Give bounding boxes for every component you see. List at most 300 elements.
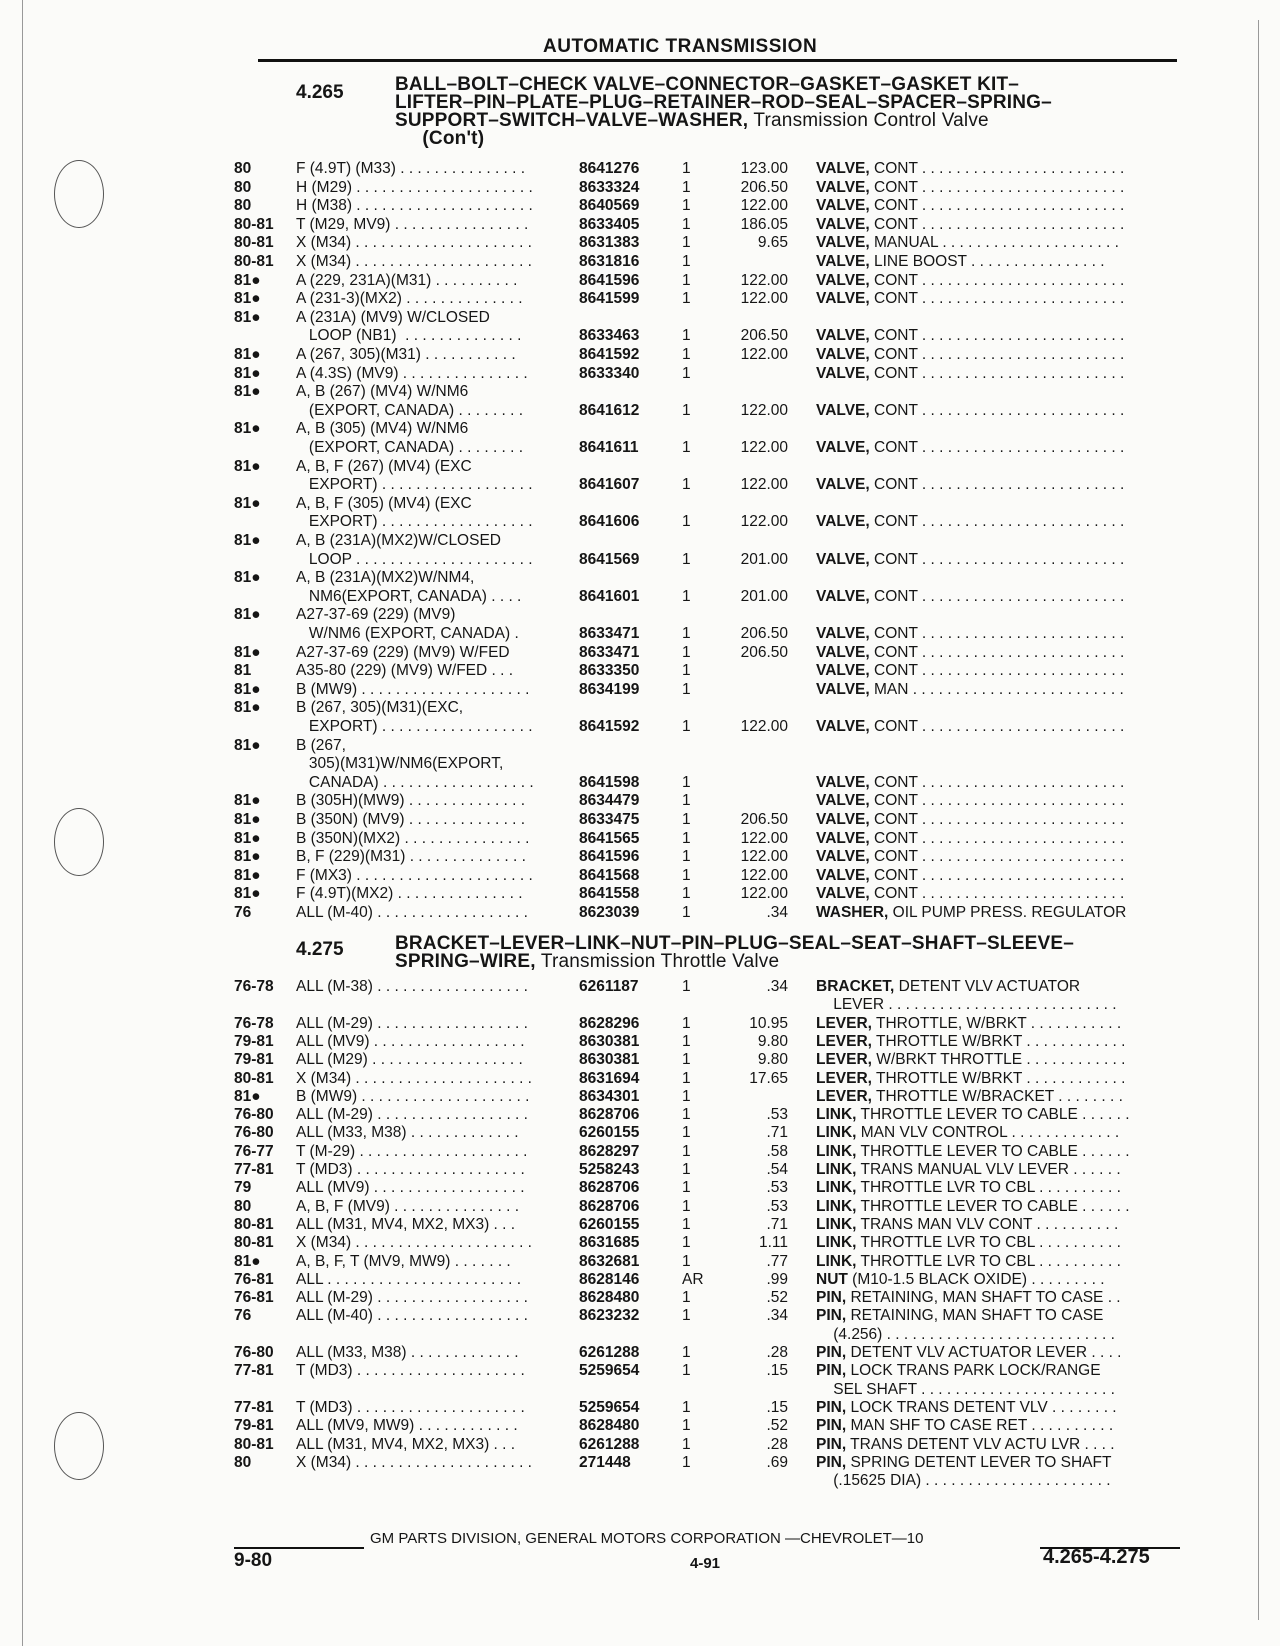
quantity: 1 [682,476,691,494]
application-description: ALL (MV9, MW9) . . . . . . . . . . . . [296,1417,518,1435]
header-rule [258,59,1177,62]
model-year: 76-80 [234,1106,274,1124]
part-number: 8628706 [579,1197,640,1215]
section-number: 4.265 [296,82,344,103]
quantity: 1 [682,1435,691,1453]
application-description: T (MD3) . . . . . . . . . . . . . . . . . . . . [296,1398,525,1416]
application-description: CANADA) . . . . . . . . . . . . . . . . . . [296,773,534,791]
part-name [816,1106,1180,1125]
quantity: 1 [682,792,691,810]
model-year: 79-81 [234,1051,274,1069]
part-name [816,1289,1180,1308]
part-name [816,234,1180,253]
quantity: 1 [682,662,691,680]
part-name-keyword: VALVE, [816,773,870,791]
model-year: 76 [234,1307,252,1325]
punch-hole-top [54,160,104,228]
application-description: EXPORT) . . . . . . . . . . . . . . . . . . [296,476,533,494]
quantity: 1 [682,1344,691,1361]
price: 10.95 [749,1014,788,1032]
price: 206.50 [740,178,788,196]
part-name-detail: (M10-1.5 BLACK OXIDE) . . . . . . . . . [847,1270,1105,1288]
application-description: A (231A) (MV9) W/CLOSED [296,308,490,326]
model-year: 81● [234,290,261,308]
page-edge-right [1258,20,1259,1620]
section-title-line: SUPPORT–SWITCH–VALVE–WASHER, Transmission Control Valve [395,110,989,131]
part-number: 8633471 [579,643,640,661]
section-title-line: BALL–BOLT–CHECK VALVE–CONNECTOR–GASKET–GASKET KIT– [395,74,1020,95]
part-name [816,1381,1180,1400]
part-name-detail: TRANS DETENT VLV ACTU LVR . . . . [846,1435,1115,1453]
quantity: 1 [682,1069,691,1087]
part-name-keyword: VALVE, [816,866,870,884]
quantity: 1 [682,718,691,735]
part-name-detail: CONT . . . . . . . . . . . . . . . . . . . . . . . . [869,829,1125,847]
price: 122.00 [740,866,788,884]
part-name-keyword: BRACKET, [816,978,895,995]
part-number: 8630381 [579,1051,640,1069]
model-year: 81● [234,346,261,363]
price: 122.00 [740,885,788,903]
section-title-line: LIFTER–PIN–PLATE–PLUG–RETAINER–ROD–SEAL–SPACER–SPRING– [395,92,1052,113]
quantity: 1 [682,904,691,921]
part-number: 8628146 [579,1270,640,1288]
part-name-detail: THROTTLE LEVER TO CABLE . . . . . . [856,1106,1130,1124]
part-name [816,197,1180,216]
part-number: 8633350 [579,662,640,680]
application-description: ALL (M-29) . . . . . . . . . . . . . . . . . . [296,1289,528,1307]
model-year: 81● [234,1252,261,1270]
model-year: 76-78 [234,978,274,995]
part-number: 8628480 [579,1289,640,1307]
price: .71 [766,1124,788,1142]
part-name-detail: LINE BOOST . . . . . . . . . . . . . . . . [869,253,1105,270]
part-number: 8633324 [579,178,640,196]
quantity: 1 [682,643,691,661]
model-year: 77-81 [234,1398,274,1416]
part-name-detail: CONT . . . . . . . . . . . . . . . . . . . . . . . . [869,625,1125,642]
application-description: X (M34) . . . . . . . . . . . . . . . . . . . . . [296,1234,532,1252]
part-number: 5258243 [579,1161,640,1178]
model-year: 81● [234,811,261,828]
price: .53 [766,1106,788,1124]
application-description: 305)(M31)W/NM6(EXPORT, [296,755,504,773]
application-description: B (MW9) . . . . . . . . . . . . . . . . . . . . [296,1087,530,1105]
part-name [816,588,1180,607]
price: .71 [766,1215,788,1233]
punch-hole-middle [54,808,104,876]
price: 122.00 [740,290,788,308]
part-name [816,996,1180,1015]
model-year: 81● [234,829,261,847]
model-year: 80-81 [234,215,274,233]
part-name-detail: OIL PUMP PRESS. REGULATOR [888,904,1127,921]
part-name-detail: CONT . . . . . . . . . . . . . . . . . . . . . . . . [869,401,1125,419]
part-name-detail: DETENT VLV ACTUATOR LEVER . . . . [846,1344,1122,1361]
application-description: A (229, 231A)(M31) . . . . . . . . . . [296,271,518,289]
quantity: 1 [682,550,691,568]
part-name [816,867,1180,886]
model-year: 81● [234,736,261,754]
model-year: 80-81 [234,253,274,270]
price: .69 [766,1453,788,1471]
part-name-detail: CONT . . . . . . . . . . . . . . . . . . . . . . . . [869,178,1125,196]
part-name-keyword: VALVE, [816,327,870,345]
price: 206.50 [740,643,788,661]
part-name-keyword: VALVE, [816,680,870,698]
part-number: 8641592 [579,346,640,363]
part-name-keyword: VALVE, [816,550,870,568]
model-year: 81● [234,308,261,326]
part-name-keyword: PIN, [816,1307,847,1325]
quantity: 1 [682,1215,691,1233]
section-title-line: BRACKET–LEVER–LINK–NUT–PIN–PLUG–SEAL–SEAT–SHAFT–SLEEVE– [395,933,1074,954]
quantity: 1 [682,1398,691,1416]
part-name [816,1253,1180,1272]
model-year: 80 [234,160,252,177]
model-year: 81● [234,532,261,549]
quantity: 1 [682,625,691,642]
part-number: 8628480 [579,1417,640,1435]
part-number: 8641606 [579,513,640,531]
part-name-keyword: PIN, [816,1453,847,1471]
application-description: T (M29, MV9) . . . . . . . . . . . . . . . . [296,215,529,233]
part-name-detail: THROTTLE W/BRKT . . . . . . . . . . . . [871,1069,1126,1087]
model-year: 81● [234,364,261,382]
model-year: 81● [234,606,261,624]
application-description: B (267, 305)(M31)(EXC, [296,699,464,717]
part-name-keyword: PIN, [816,1417,847,1435]
application-description: (EXPORT, CANADA) . . . . . . . . [296,401,524,419]
application-description: ALL (M-40) . . . . . . . . . . . . . . . . . . [296,904,528,921]
part-name-detail: MAN . . . . . . . . . . . . . . . . . . . . . . . . . [869,680,1124,698]
part-name-keyword: LINK, [816,1106,857,1124]
part-name [816,1033,1180,1052]
part-name-keyword: VALVE, [816,290,870,308]
quantity: 1 [682,1106,691,1124]
application-description: A (4.3S) (MV9) . . . . . . . . . . . . . . . [296,364,528,382]
part-name [816,625,1180,644]
part-name-detail: TRANS MAN VLV CONT . . . . . . . . . . [856,1215,1119,1233]
part-name [816,1472,1180,1491]
part-name-detail: MANUAL . . . . . . . . . . . . . . . . . . . . . [869,234,1119,252]
application-description: NM6(EXPORT, CANADA) . . . . [296,587,522,605]
part-name-keyword: PIN, [816,1398,847,1416]
part-number: 8623232 [579,1307,640,1325]
part-number: 8641568 [579,866,640,884]
application-description: ALL (M31, MV4, MX2, MX3) . . . [296,1215,516,1233]
part-name-keyword: VALVE, [816,792,870,810]
application-description: F (4.9T)(MX2) . . . . . . . . . . . . . . . [296,885,523,903]
quantity: 1 [682,160,691,177]
part-name [816,774,1180,793]
footer-date: 9-80 [234,1550,273,1571]
quantity: 1 [682,1234,691,1252]
part-name [816,1271,1180,1290]
quantity: 1 [682,680,691,698]
price: .52 [766,1289,788,1307]
price: 206.50 [740,625,788,642]
part-name-keyword: VALVE, [816,271,870,289]
application-description: A (267, 305)(M31) . . . . . . . . . . . [296,346,516,363]
quantity: 1 [682,1124,691,1142]
price: 206.50 [740,327,788,345]
price: 1.11 [758,1234,788,1252]
price: 206.50 [740,811,788,828]
application-description: H (M29) . . . . . . . . . . . . . . . . . . . . . [296,178,533,196]
application-description: F (MX3) . . . . . . . . . . . . . . . . . . . . . [296,866,533,884]
price: .53 [766,1179,788,1197]
part-number: 8630381 [579,1032,640,1050]
part-name [816,1307,1180,1326]
part-name-keyword: VALVE, [816,439,870,456]
price: .77 [766,1252,788,1270]
application-description: A, B, F, T (MV9, MW9) . . . . . . . [296,1252,511,1270]
part-name [816,1216,1180,1235]
application-description: (EXPORT, CANADA) . . . . . . . . [296,439,524,456]
model-year: 81● [234,457,261,475]
part-name [816,402,1180,421]
model-year: 81● [234,1087,261,1105]
model-year: 79-81 [234,1032,274,1050]
part-name [816,1161,1180,1180]
quantity: 1 [682,1051,691,1069]
application-description: B (305H)(MW9) . . . . . . . . . . . . . . [296,792,526,810]
part-name [816,365,1180,384]
part-number: 8633405 [579,215,640,233]
quantity: 1 [682,271,691,289]
part-name-keyword: LINK, [816,1179,857,1197]
part-name [816,1436,1180,1455]
part-name [816,1454,1180,1473]
part-name-keyword: LINK, [816,1234,857,1252]
part-name [816,681,1180,700]
quantity: 1 [682,1142,691,1160]
part-name-detail: CONT . . . . . . . . . . . . . . . . . . . . . . . . [869,364,1125,382]
part-name-detail: CONT . . . . . . . . . . . . . . . . . . . . . . . . [869,587,1125,605]
part-number: 6261288 [579,1344,640,1361]
part-name-keyword: VALVE, [816,643,870,661]
price: 122.00 [740,197,788,215]
part-name [816,253,1180,272]
part-name-detail: CONT . . . . . . . . . . . . . . . . . . . . . . . . [869,327,1125,345]
quantity: 1 [682,848,691,866]
price: 122.00 [740,848,788,866]
part-name-detail: CONT . . . . . . . . . . . . . . . . . . . . . . . . [869,476,1125,494]
part-name [816,848,1180,867]
model-year: 81● [234,792,261,810]
price: 201.00 [740,550,788,568]
part-name [816,1015,1180,1034]
section-title [395,76,1052,148]
model-year: 77-81 [234,1161,274,1178]
part-number: 8641592 [579,718,640,735]
part-name-detail: CONT . . . . . . . . . . . . . . . . . . . . . . . . [869,160,1125,177]
part-name-detail: SPRING DETENT LEVER TO SHAFT [846,1453,1112,1471]
application-description: T (MD3) . . . . . . . . . . . . . . . . . . . . [296,1161,525,1178]
quantity: 1 [682,364,691,382]
part-name [816,1234,1180,1253]
part-name-keyword: VALVE, [816,625,870,642]
part-name-keyword: VALVE, [816,215,870,233]
part-number: 8628706 [579,1106,640,1124]
part-name [816,476,1180,495]
quantity: 1 [682,773,691,791]
part-number: 8631383 [579,234,640,252]
part-name-detail: CONT . . . . . . . . . . . . . . . . . . . . . . . . [869,848,1125,866]
quantity: 1 [682,439,691,456]
part-name-keyword: LINK, [816,1197,857,1215]
part-name-detail: CONT . . . . . . . . . . . . . . . . . . . . . . . . [869,885,1125,903]
part-name-keyword: LINK, [816,1215,857,1233]
model-year: 76-81 [234,1270,274,1288]
part-name [816,1179,1180,1198]
part-number: 8641598 [579,773,640,791]
application-description: ALL . . . . . . . . . . . . . . . . . . . . . . . [296,1270,522,1288]
part-name-keyword: LEVER, [816,1051,872,1069]
part-name-detail: CONT . . . . . . . . . . . . . . . . . . . . . . . . [869,792,1125,810]
part-number: 8628706 [579,1179,640,1197]
part-name [816,1344,1180,1363]
part-number: 5259654 [579,1398,640,1416]
price: 122.00 [740,439,788,456]
model-year: 76-78 [234,1014,274,1032]
part-name-keyword: VALVE, [816,178,870,196]
model-year: 76 [234,904,252,921]
application-description: A, B, F (MV9) . . . . . . . . . . . . . . . [296,1197,520,1215]
part-name-detail: CONT . . . . . . . . . . . . . . . . . . . . . . . . [869,197,1125,215]
part-name-keyword: VALVE, [816,401,870,419]
part-name-keyword: VALVE, [816,662,870,680]
price: .15 [766,1362,788,1380]
application-description: A, B (231A)(MX2)W/NM4, [296,569,475,587]
application-description: ALL (M31, MV4, MX2, MX3) . . . [296,1435,516,1453]
part-number: 8633340 [579,364,640,382]
application-description: ALL (M-29) . . . . . . . . . . . . . . . . . . [296,1106,528,1124]
part-name-detail: CONT . . . . . . . . . . . . . . . . . . . . . . . . [869,513,1125,531]
application-description: ALL (MV9) . . . . . . . . . . . . . . . . . . [296,1032,525,1050]
model-year: 80 [234,197,252,215]
part-name-detail: THROTTLE W/BRKT . . . . . . . . . . . . [871,1032,1126,1050]
part-number: 8634199 [579,680,640,698]
model-year: 81● [234,494,261,512]
part-name [816,290,1180,309]
part-number: 8641569 [579,550,640,568]
quantity: 1 [682,1032,691,1050]
quantity: 1 [682,346,691,363]
part-name-detail: CONT . . . . . . . . . . . . . . . . . . . . . . . . [869,346,1125,363]
application-description: ALL (MV9) . . . . . . . . . . . . . . . . . . [296,1179,525,1197]
application-description: A27-37-69 (229) (MV9) W/FED [296,643,510,661]
part-number: 8641611 [579,439,639,456]
part-name-keyword: LINK, [816,1142,857,1160]
price: 186.05 [740,215,788,233]
part-name-detail: W/BRKT THROTTLE . . . . . . . . . . . . [871,1051,1126,1069]
price: 17.65 [749,1069,788,1087]
part-name-detail: RETAINING, MAN SHAFT TO CASE [846,1307,1104,1325]
model-year: 81 [234,662,252,680]
quantity: 1 [682,1417,691,1435]
model-year: 81● [234,383,261,401]
part-name [816,216,1180,235]
price: 9.80 [757,1051,788,1069]
part-number: 6260155 [579,1124,640,1142]
price: 122.00 [740,476,788,494]
part-name-detail: CONT . . . . . . . . . . . . . . . . . . . . . . . . [869,550,1125,568]
model-year: 81● [234,848,261,866]
application-description: B (267, [296,736,346,754]
model-year: 81● [234,680,261,698]
price: 9.80 [757,1032,788,1050]
application-description: LOOP (NB1) . . . . . . . . . . . . . . [296,327,522,345]
model-year: 77-81 [234,1362,274,1380]
footer-page-number: 4-91 [690,1555,721,1572]
part-name-detail: THROTTLE LVR TO CBL . . . . . . . . . . [856,1252,1121,1270]
part-name-keyword: LINK, [816,1161,857,1178]
part-name-keyword: PIN, [816,1289,847,1307]
part-number: 8641596 [579,271,640,289]
quantity: 1 [682,234,691,252]
application-description: F (4.9T) (M33) . . . . . . . . . . . . . . . [296,160,526,177]
part-name [816,718,1180,737]
application-description: A, B, F (305) (MV4) (EXC [296,494,472,512]
application-description: X (M34) . . . . . . . . . . . . . . . . . . . . . [296,253,532,270]
part-name-detail: CONT . . . . . . . . . . . . . . . . . . . . . . . . [869,271,1125,289]
part-name-detail: CONT . . . . . . . . . . . . . . . . . . . . . . . . [869,718,1125,735]
application-description: ALL (M33, M38) . . . . . . . . . . . . . [296,1344,519,1361]
part-number: 8631816 [579,253,640,270]
part-name [816,1326,1180,1345]
part-number: 8628297 [579,1142,640,1160]
part-number: 8631685 [579,1234,640,1252]
part-name [816,792,1180,811]
part-name [816,1051,1180,1070]
part-number: 8633463 [579,327,640,345]
model-year: 79 [234,1179,252,1197]
part-name-detail: MAN VLV CONTROL . . . . . . . . . . . . . [856,1124,1120,1142]
price: .34 [766,904,788,921]
application-description: EXPORT) . . . . . . . . . . . . . . . . . . [296,513,533,531]
application-description: EXPORT) . . . . . . . . . . . . . . . . . . [296,718,533,735]
part-name-detail: THROTTLE LVR TO CBL . . . . . . . . . . [856,1234,1121,1252]
part-number: 8640569 [579,197,640,215]
part-name-keyword: VALVE, [816,811,870,828]
price: .34 [766,978,788,995]
model-year: 80 [234,1197,252,1215]
part-number: 8631694 [579,1069,640,1087]
model-year: 80-81 [234,1069,274,1087]
part-name-detail: THROTTLE LVR TO CBL . . . . . . . . . . [856,1179,1121,1197]
part-name-keyword: VALVE, [816,253,870,270]
part-name-keyword: VALVE, [816,848,870,866]
section-title [395,935,1074,971]
part-name [816,644,1180,663]
quantity: 1 [682,253,691,270]
model-year: 80 [234,178,252,196]
model-year: 81● [234,643,261,661]
part-name-detail: CONT . . . . . . . . . . . . . . . . . . . . . . . . [869,643,1125,661]
quantity: 1 [682,866,691,884]
part-name-detail: CONT . . . . . . . . . . . . . . . . . . . . . . . . [869,662,1125,680]
application-description: X (M34) . . . . . . . . . . . . . . . . . . . . . [296,234,532,252]
quantity: 1 [682,1362,691,1380]
price: .15 [766,1398,788,1416]
part-number: 6261288 [579,1435,640,1453]
quantity: 1 [682,978,691,995]
model-year: 76-80 [234,1344,274,1361]
part-number: 8633475 [579,811,640,828]
part-name-keyword: VALVE, [816,197,870,215]
